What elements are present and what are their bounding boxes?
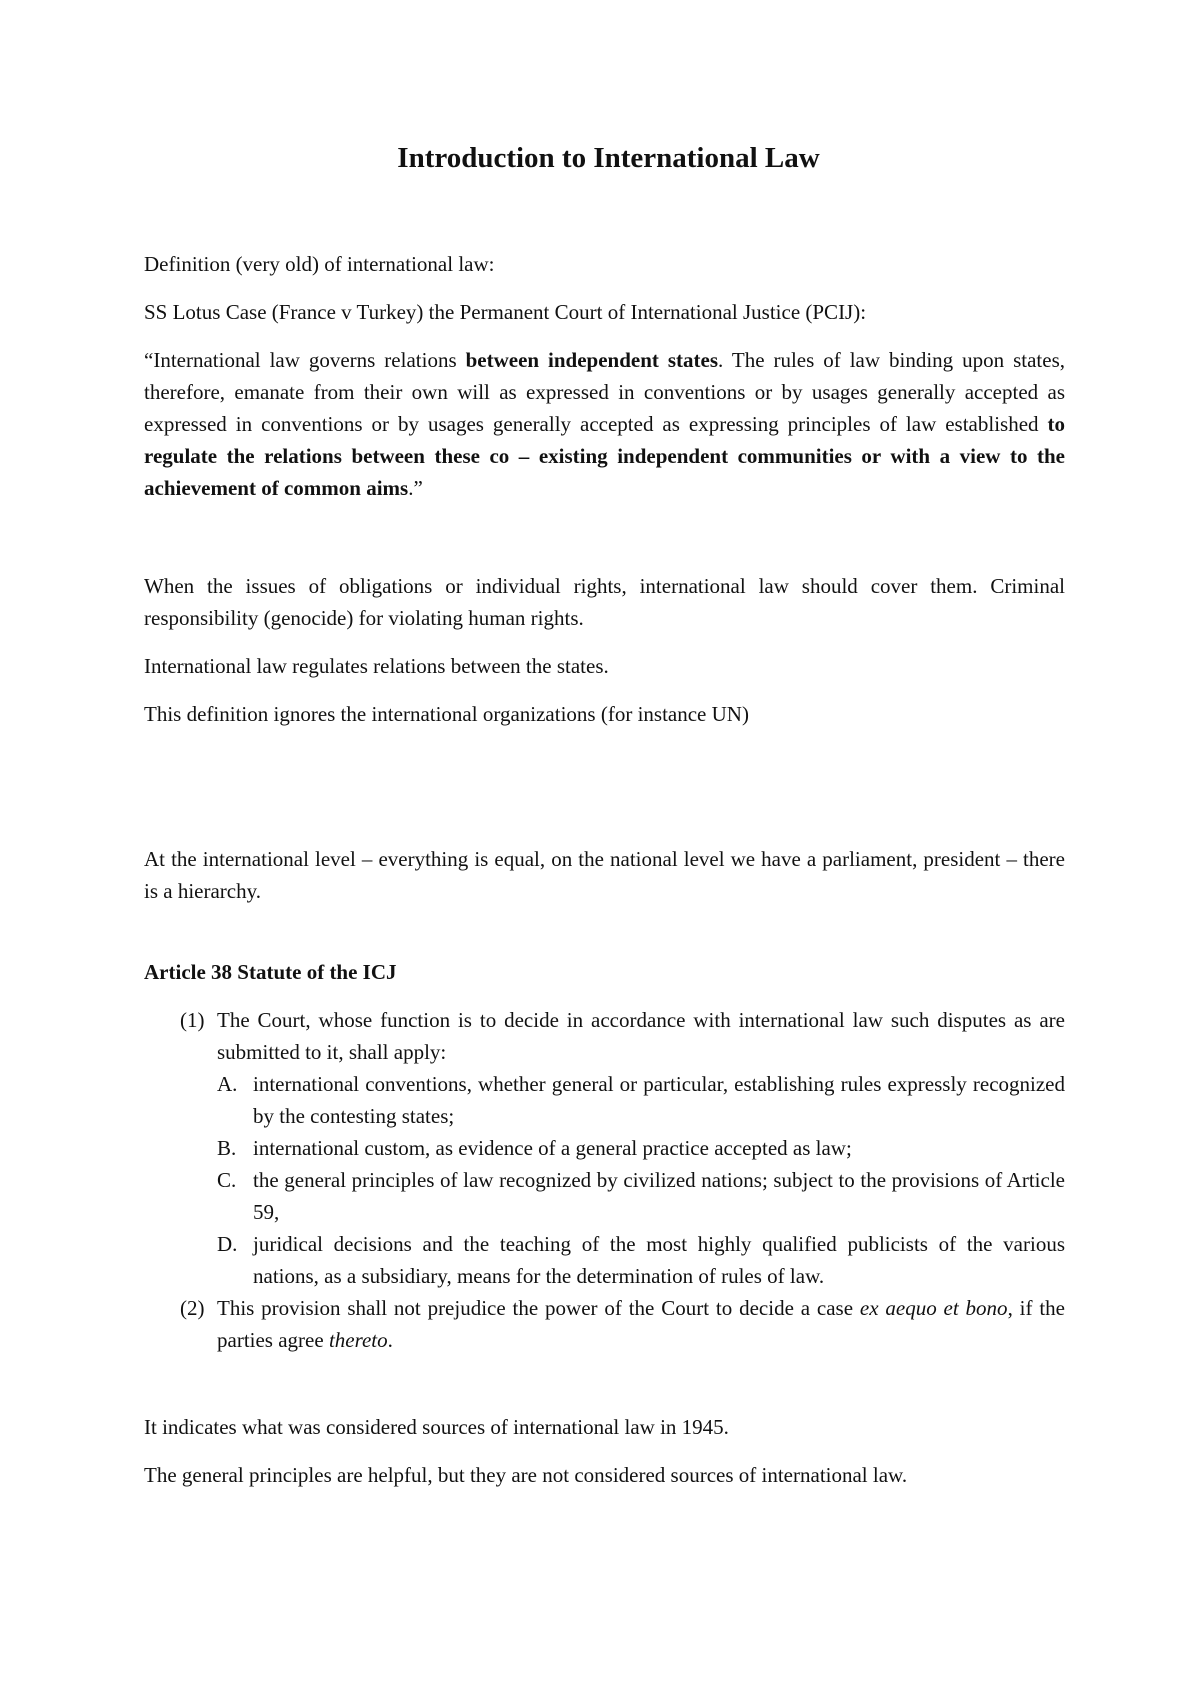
page-title: Introduction to International Law bbox=[397, 142, 820, 174]
ignores-paragraph: This definition ignores the international organizations (for instance UN) bbox=[144, 702, 749, 726]
list-subitem bbox=[144, 1164, 1065, 1228]
list-subitem bbox=[144, 1068, 1065, 1132]
lotus-quote bbox=[144, 344, 1065, 504]
list-subitem bbox=[144, 1228, 1065, 1292]
list-item bbox=[144, 1292, 1065, 1356]
sources-paragraph: It indicates what was considered sources of international law in 1945. bbox=[144, 1415, 729, 1439]
list-item-italic-ex-aequo: ex aequo et bono bbox=[859, 1296, 1008, 1320]
list-item-number: (2) bbox=[180, 1296, 205, 1320]
list-subitem-text: international custom, as evidence of a general practice accepted as law; bbox=[253, 1136, 852, 1160]
regulates-paragraph: International law regulates relations between the states. bbox=[144, 654, 609, 678]
list-item-number: (1) bbox=[180, 1008, 205, 1032]
definition-heading: Definition (very old) of international law: bbox=[144, 252, 495, 276]
quote-close: .” bbox=[408, 476, 423, 500]
list-item-italic-thereto: thereto bbox=[328, 1328, 388, 1352]
list-subitem-letter: A. bbox=[217, 1072, 238, 1096]
list-item-text-b: , if the parties agree bbox=[217, 1296, 1065, 1352]
obligations-paragraph: When the issues of obligations or individual rights, international law should cover them. Criminal responsibility (genocide) for violating human rights. bbox=[144, 574, 1065, 630]
list-subitem-letter: C. bbox=[217, 1168, 237, 1192]
article-heading bbox=[144, 956, 1065, 988]
article-heading-text: Article 38 Statute of the ICJ bbox=[144, 960, 397, 984]
list-subitem-text: international conventions, whether general or particular, establishing rules expressly recognized by the contesting states; bbox=[253, 1072, 1065, 1128]
list-item-text-a: This provision shall not prejudice the power of the Court to decide a case bbox=[217, 1296, 860, 1320]
document-page bbox=[144, 140, 1066, 1487]
list-subitem bbox=[144, 1132, 1065, 1164]
list-subitem-text: juridical decisions and the teaching of the most highly qualified publicists of the various nations, as a subsidiary, means for the determination of rules of law. bbox=[253, 1232, 1065, 1288]
general-principles-paragraph: The general principles are helpful, but they are not considered sources of international law. bbox=[144, 1463, 908, 1487]
quote-bold-regulate: to regulate the relations between these co – existing independent communities or with a view to the achievement of common aims bbox=[144, 412, 1065, 500]
quote-bold-independent-states: between independent states bbox=[465, 348, 719, 372]
list-item bbox=[144, 1004, 1065, 1068]
lotus-case-line: SS Lotus Case (France v Turkey) the Permanent Court of International Justice (PCIJ): bbox=[144, 300, 867, 324]
list-subitem-letter: B. bbox=[217, 1136, 237, 1160]
list-subitem-text: the general principles of law recognized by civilized nations; subject to the provisions of Article 59, bbox=[253, 1168, 1065, 1224]
list-subitem-letter: D. bbox=[217, 1232, 238, 1256]
list-item-text-c: . bbox=[387, 1328, 393, 1352]
quote-middle: . The rules of law binding upon states, therefore, emanate from their own will as expressed in conventions or by usages generally accepted as expressed in conventions or by usages generally accepted as expressing principles of law established bbox=[144, 348, 1066, 436]
level-paragraph: At the international level – everything is equal, on the national level we have a parliament, president – there is a hierarchy. bbox=[144, 847, 1065, 903]
quote-open: “International law governs relations bbox=[144, 348, 466, 372]
list-item-text: The Court, whose function is to decide in accordance with international law such disputes as are submitted to it, shall apply: bbox=[217, 1008, 1065, 1064]
article-38-list bbox=[144, 1004, 1065, 1356]
